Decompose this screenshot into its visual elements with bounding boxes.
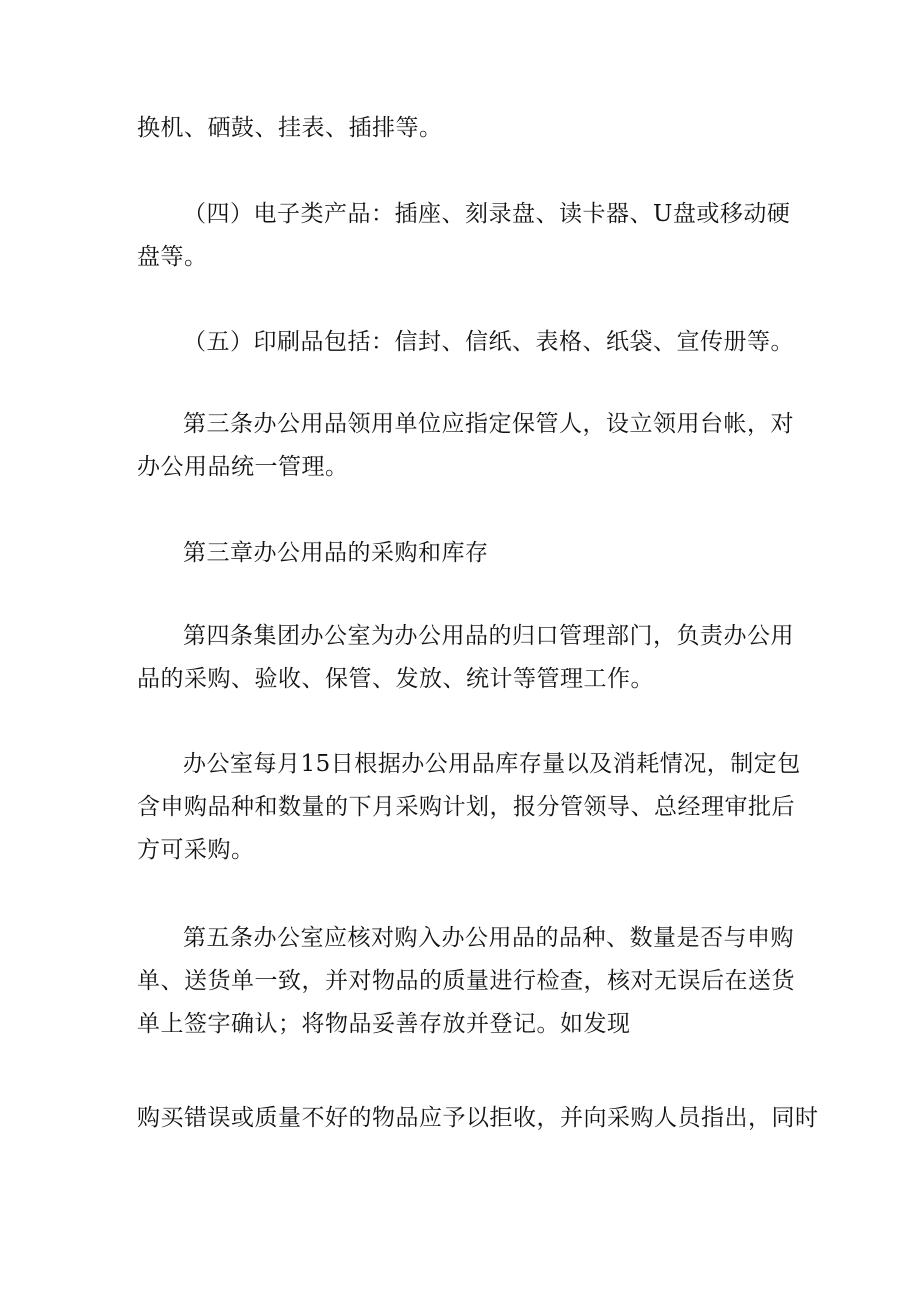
- text-line: 第三章办公用品的采购和库存: [183, 540, 489, 566]
- text-line: 换机、硒鼓、挂表、插排等。: [137, 115, 443, 141]
- text-line: 单上签字确认；将物品妥善存放并登记。如发现: [137, 1011, 631, 1037]
- text-line: 品的采购、验收、保管、发放、统计等管理工作。: [137, 666, 654, 692]
- paragraph-monthly-plan: [137, 743, 801, 872]
- text-line: 方可采购。: [137, 837, 255, 863]
- paragraph-article-5: [137, 917, 795, 1046]
- paragraph-electronic-products: [137, 193, 791, 279]
- text-line: （五）印刷品包括：信封、信纸、表格、纸袋、宣传册等。: [183, 329, 794, 355]
- paragraph-rejection: [137, 1097, 819, 1140]
- text-line: 第三条办公用品领用单位应指定保管人，设立领用台帐，对: [183, 411, 794, 437]
- chapter-heading: [137, 532, 787, 575]
- text-line: 购买错误或质量不好的物品应予以拒收，并向采购人员指出，同时: [137, 1105, 819, 1131]
- text-line: （四）电子类产品：插座、刻录盘、读卡器、U盘或移动硬: [183, 201, 791, 227]
- paragraph-continuation-equipment: [137, 107, 787, 150]
- text-line: 办公用品统一管理。: [137, 454, 349, 480]
- paragraph-article-4: [137, 615, 794, 701]
- text-line: 第五条办公室应核对购入办公用品的品种、数量是否与申购: [183, 925, 794, 951]
- text-line: 盘等。: [137, 244, 208, 270]
- text-line: 办公室每月15日根据办公用品库存量以及消耗情况，制定包: [183, 751, 801, 777]
- paragraph-printed-matter: [137, 321, 794, 364]
- text-line: 含申购品种和数量的下月采购计划，报分管领导、总经理审批后: [137, 794, 795, 820]
- text-line: 第四条集团办公室为办公用品的归口管理部门，负责办公用: [183, 623, 794, 649]
- text-line: 单、送货单一致，并对物品的质量进行检查，核对无误后在送货: [137, 968, 795, 994]
- paragraph-article-3: [137, 403, 794, 489]
